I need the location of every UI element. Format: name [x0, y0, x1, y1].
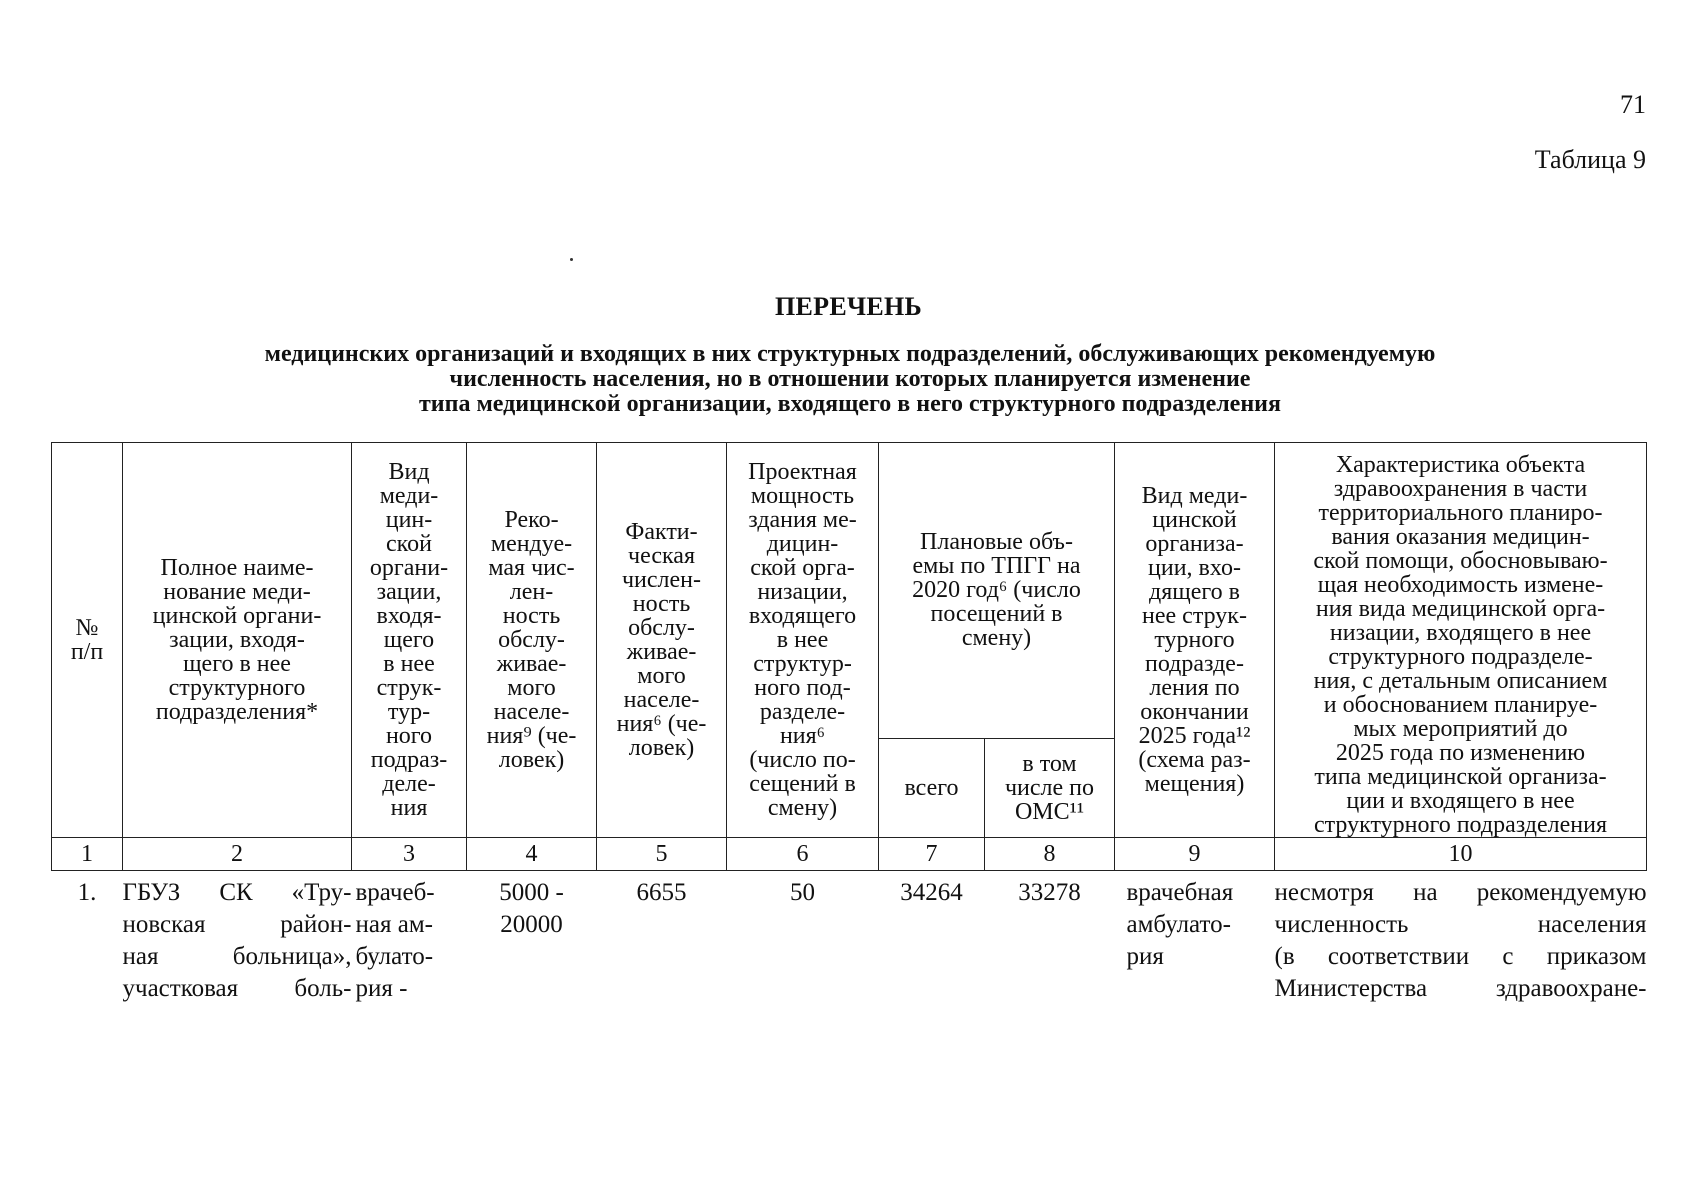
- column-number: 1: [52, 838, 123, 871]
- cell-characteristic: [1275, 871, 1647, 1006]
- table-label: Таблица 9: [1534, 145, 1646, 174]
- cell-org-type: [352, 871, 467, 1006]
- cell-line: рия -: [355, 975, 408, 1002]
- column-number: 2: [123, 838, 352, 871]
- cell-line: врачебная: [1126, 879, 1234, 906]
- document-subtitle: [150, 342, 1550, 417]
- cell-line: рия: [1126, 943, 1164, 970]
- cell-org-name: [123, 871, 352, 1006]
- cell-planned-total: 34264: [900, 879, 963, 906]
- header-number: № п/п: [52, 443, 123, 838]
- cell-actual: 6655: [636, 879, 687, 906]
- cell-line: ГБУЗ СК «Тру-: [122, 879, 352, 906]
- header-recommended-population: Реко- мендуе- мая чис- лен- ность обслу- живае- мого населе- ния⁹ (че- ловек): [467, 443, 597, 838]
- column-number: 3: [352, 838, 467, 871]
- column-number: 4: [467, 838, 597, 871]
- page-number: 71: [1620, 90, 1646, 119]
- cell-line: 5000 -: [499, 879, 564, 906]
- header-design-capacity: Проектная мощность здания ме- дицин- ской орга- низации, входящего в нее структур- ного под- разделе- ния⁶ (число по- сещений в смену): [727, 443, 879, 838]
- subtitle-line: численность населения, но в отношении которых планируется изменение: [449, 366, 1251, 392]
- header-planned-oms: в том числе по ОМС¹¹: [985, 738, 1115, 837]
- cell-line: ная больница»,: [122, 943, 352, 970]
- cell-line: (в соответствии с приказом: [1274, 943, 1647, 970]
- header-org-type: Вид меди- цин- ской органи- зации, входя- щего в нее струк- тур- ного подраз- деле- ния: [352, 443, 467, 838]
- cell-recommended: [467, 871, 597, 1006]
- cell-line: несмотря на рекомендуемую: [1274, 879, 1647, 906]
- header-type-2025: Вид меди- цинской организа- ции, вхо- дящего в нее струк- турного подразде- ления по окончании 2025 года¹² (схема раз- мещения): [1115, 443, 1275, 838]
- column-number: 6: [727, 838, 879, 871]
- cell-line: численность населения: [1274, 911, 1647, 938]
- cell-line: участковая боль-: [122, 975, 352, 1002]
- cell-capacity: 50: [790, 879, 815, 906]
- cell-line: Министерства здравоохране-: [1274, 975, 1647, 1002]
- cell-line: 20000: [500, 911, 563, 938]
- document-title: ПЕРЕЧЕНЬ: [774, 292, 923, 321]
- subtitle-line: медицинских организаций и входящих в них структурных подразделений, обслуживающих рекомендуемую: [264, 341, 1436, 367]
- cell-planned-oms: 33278: [1018, 879, 1081, 906]
- scan-speck: [570, 258, 573, 261]
- column-number: 9: [1115, 838, 1275, 871]
- header-planned-total: всего: [879, 738, 985, 837]
- cell-line: новская район-: [122, 911, 352, 938]
- table-row: [52, 871, 1647, 1006]
- column-number: 5: [597, 838, 727, 871]
- header-full-name: Полное наиме- нование меди- цинской органи- зации, входя- щего в нее структурного подразделения*: [123, 443, 352, 838]
- header-planned-volumes: Плановые объ- емы по ТПГГ на 2020 год⁶ (число посещений в смену): [879, 443, 1115, 739]
- column-number: 7: [879, 838, 985, 871]
- cell-line: ная ам-: [355, 911, 433, 938]
- cell-line: булато-: [355, 943, 434, 970]
- organizations-table: [51, 442, 1647, 1005]
- cell-number: 1.: [77, 879, 97, 906]
- cell-line: врачеб-: [355, 879, 435, 906]
- cell-line: амбулато-: [1126, 911, 1231, 938]
- header-actual-population: Факти- ческая числен- ность обслу- живае- мого населе- ния⁶ (че- ловек): [597, 443, 727, 838]
- column-number: 10: [1275, 838, 1647, 871]
- column-number: 8: [985, 838, 1115, 871]
- subtitle-line: типа медицинской организации, входящего в него структурного подразделения: [419, 391, 1281, 417]
- header-characteristic: Характеристика объекта здравоохранения в части территориального планиро- вания оказания медицин- ской помощи, обосновываю- щая необходимость измене- ния вида медицинской орга- низации, входящего в нее структурного подразделе- ния, с детальным описанием и обоснованием планируе- мых мероприятий до 2025 года по изменению типа медицинской организа- ции и входящего в нее структурного подразделения: [1275, 443, 1647, 838]
- cell-type-2025: [1115, 871, 1275, 1006]
